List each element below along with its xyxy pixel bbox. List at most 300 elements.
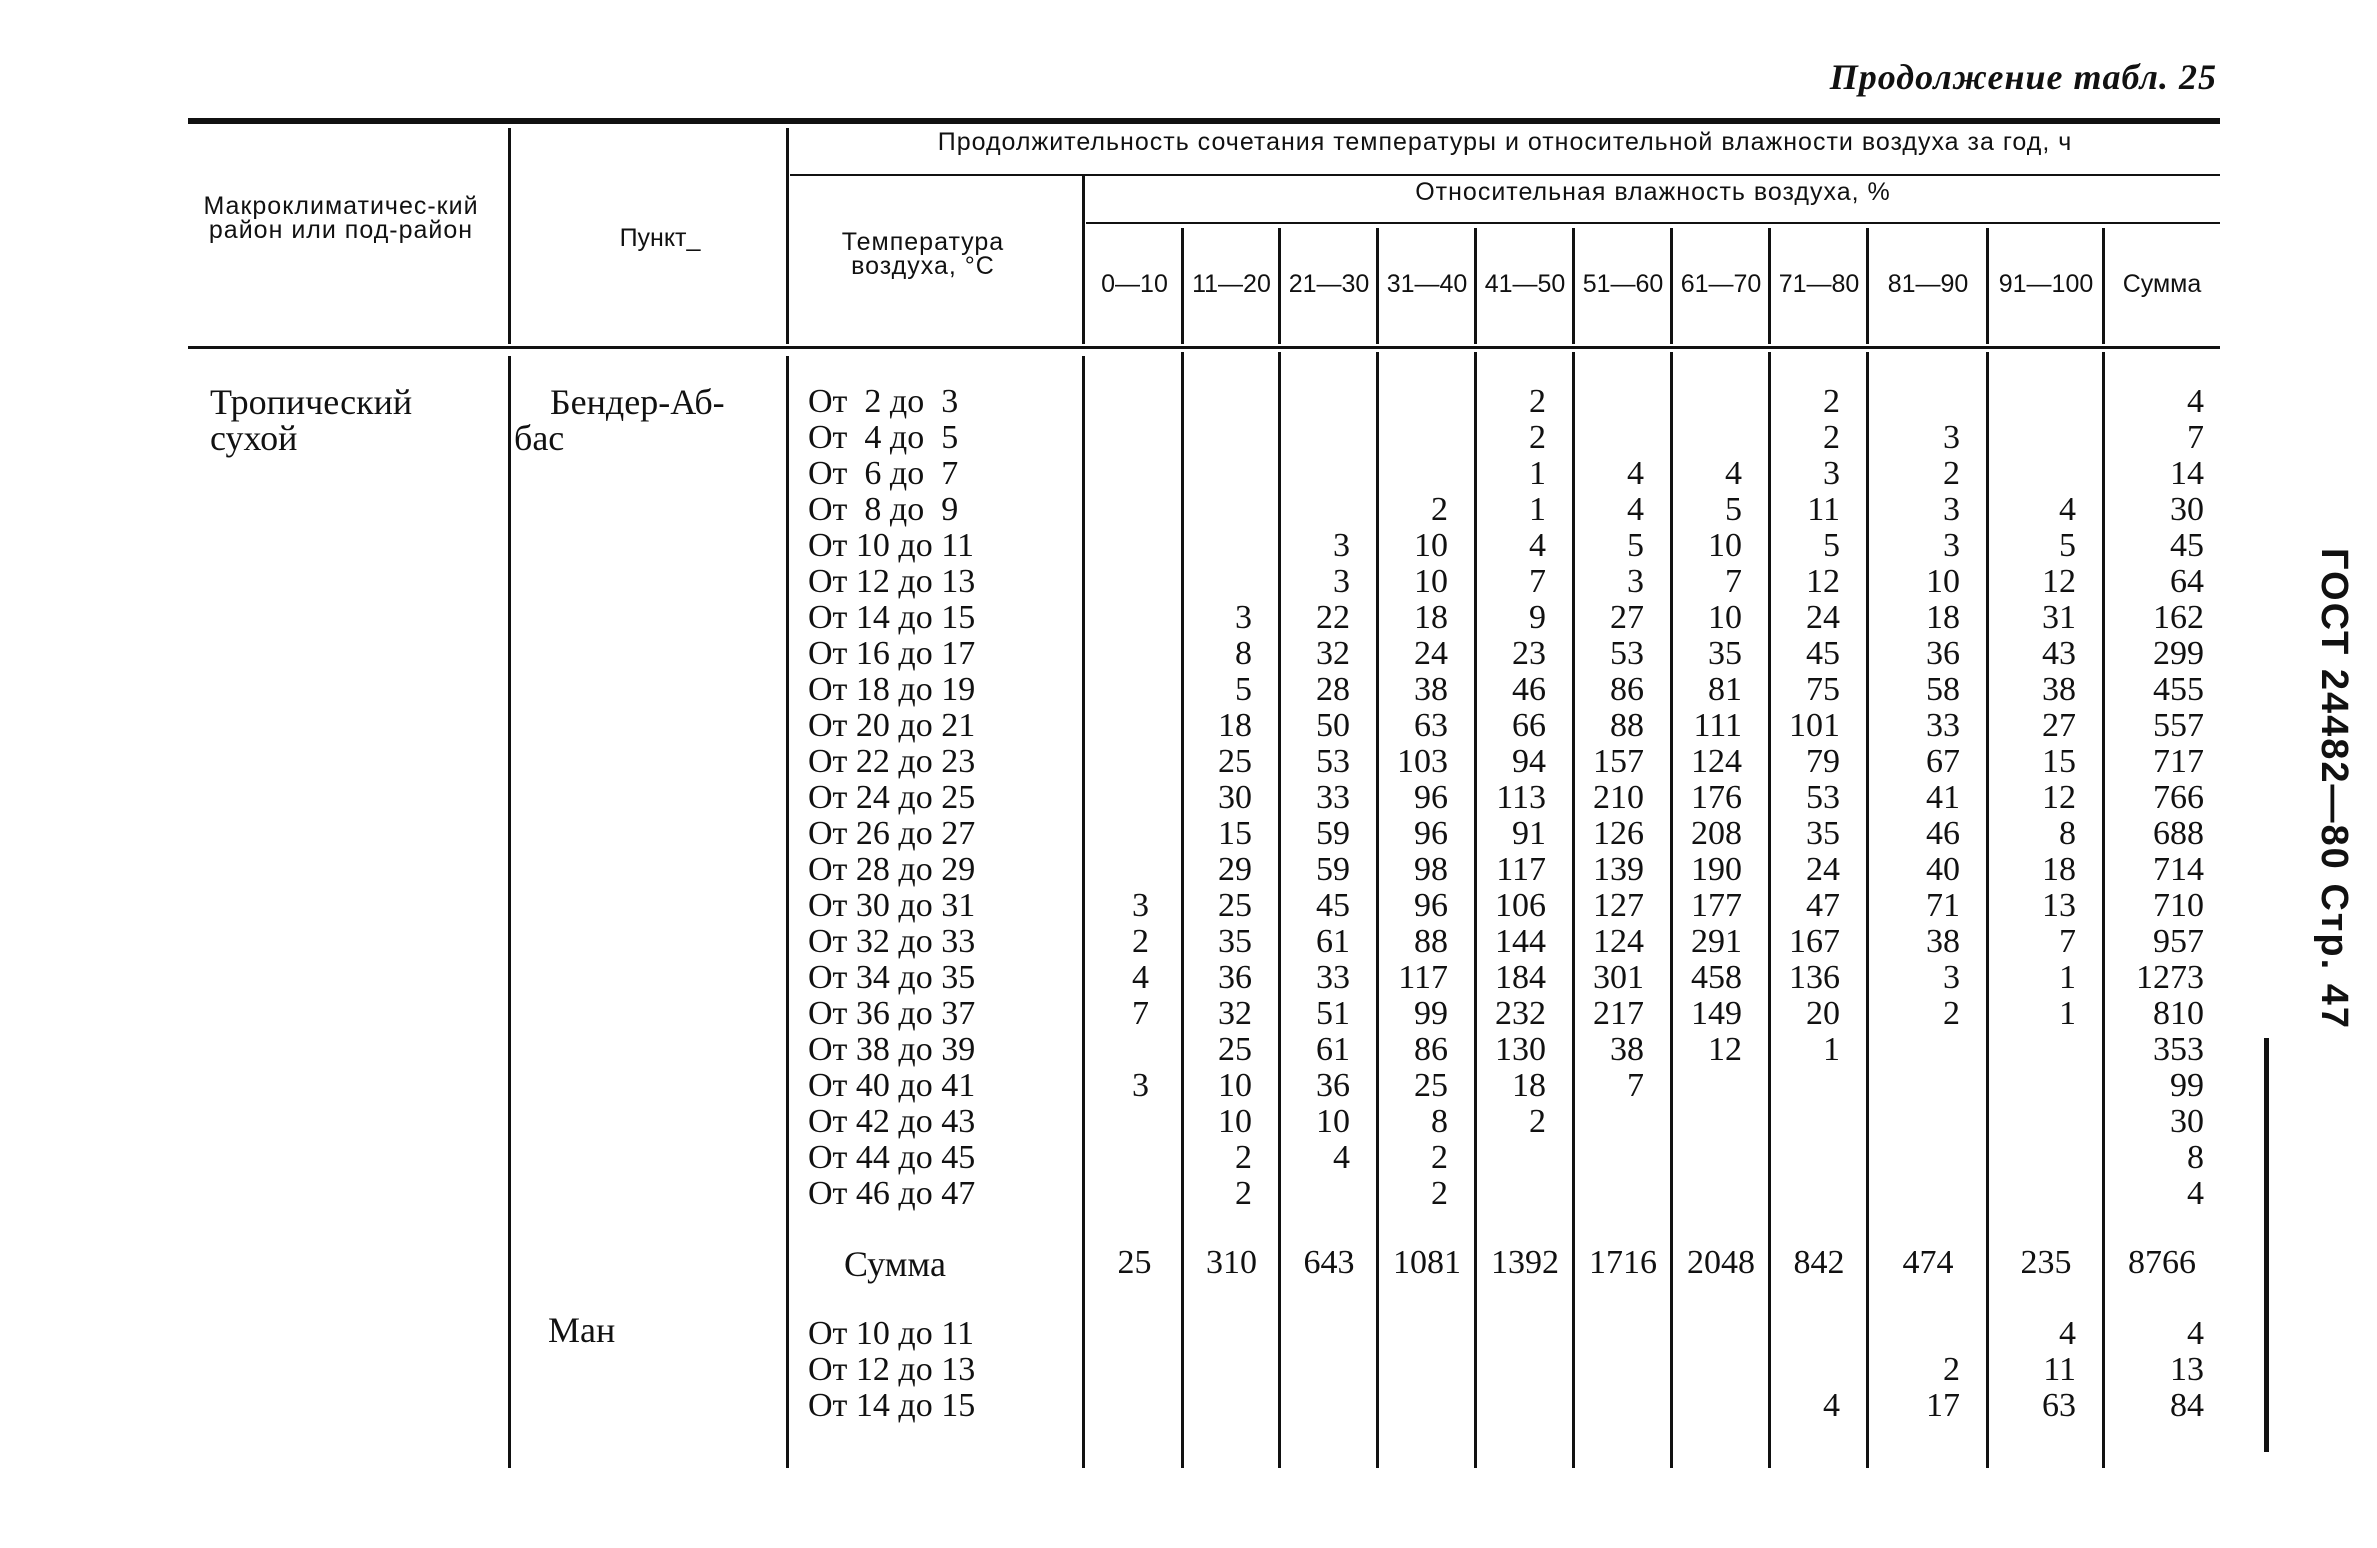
table-cell <box>1672 1176 1742 1212</box>
table-cell: 127 <box>1593 887 1644 924</box>
table-cell: 18 <box>1218 707 1252 744</box>
table-cell <box>1086 672 1149 708</box>
table-cell: 190 <box>1691 851 1742 888</box>
table-cell: 18 <box>1512 1067 1546 1104</box>
table-cell <box>1280 1352 1350 1388</box>
table-cell: 139 <box>1593 851 1644 888</box>
table-cell <box>1086 1104 1149 1140</box>
table-cell <box>1378 1352 1448 1388</box>
table-cell: 7 <box>2059 923 2076 960</box>
sum-cell: 474 <box>1902 1244 1954 1281</box>
table-cell: 688 <box>2153 815 2204 852</box>
table-cell: 714 <box>2153 851 2204 888</box>
table-cell <box>1988 1104 2076 1140</box>
table-cell: 12 <box>1708 1031 1742 1068</box>
table-cell: 18 <box>1926 599 1960 636</box>
table2-column <box>1672 1316 1742 1424</box>
table-cell <box>1988 1032 2076 1068</box>
table-cell <box>1672 1316 1742 1352</box>
table-cell <box>1988 384 2076 420</box>
table-cell: 5 <box>1235 671 1252 708</box>
table-cell: 38 <box>2042 671 2076 708</box>
table-cell: 75 <box>1806 671 1840 708</box>
table-cell: 10 <box>1414 527 1448 564</box>
header-duration: Продолжительность сочетания температуры и относительной влажности воздуха за год, ч <box>937 128 2073 156</box>
table2-column <box>1988 1316 2076 1424</box>
table-cell: 130 <box>1495 1031 1546 1068</box>
table-cell <box>1770 1068 1840 1104</box>
range-label: От 14 до 15 <box>808 1387 976 1424</box>
table-cell: 24 <box>1414 635 1448 672</box>
table-cell <box>1476 1316 1546 1352</box>
body-divider-temperature <box>1082 356 1085 1468</box>
table-cell: 8 <box>2187 1139 2204 1176</box>
header-temperature: Температура воздуха, °С <box>841 228 1005 280</box>
table2-column <box>1770 1316 1840 1424</box>
table-cell: 86 <box>1414 1031 1448 1068</box>
range-label: От 8 до 9 <box>808 491 959 528</box>
header-divider-point <box>786 128 789 344</box>
table-cell: 23 <box>1512 635 1546 672</box>
table-cell: 455 <box>2153 671 2204 708</box>
region-line-1: Тропический <box>210 382 413 422</box>
table-cell <box>1672 1388 1742 1424</box>
temperature-ranges-2 <box>808 1316 975 1424</box>
table-cell <box>1183 456 1252 492</box>
table-cell: 2 <box>1529 1103 1546 1140</box>
column-header: 31—40 <box>1386 270 1468 298</box>
sum-cell: 235 <box>2020 1244 2072 1281</box>
table-cell: 61 <box>1316 1031 1350 1068</box>
table-cell: 117 <box>1398 959 1448 996</box>
table-cell <box>1280 1316 1350 1352</box>
table-cell: 157 <box>1593 743 1644 780</box>
header-bottom-rule <box>188 346 2220 349</box>
column-header: 21—30 <box>1288 270 1370 298</box>
table-cell: 217 <box>1593 995 1644 1032</box>
sum-cell: 842 <box>1793 1244 1845 1281</box>
table-cell: 79 <box>1806 743 1840 780</box>
table-cell: 3 <box>1943 527 1960 564</box>
table-cell: 184 <box>1495 959 1546 996</box>
header-rule-duration <box>790 174 2220 176</box>
table2-column <box>1476 1316 1546 1424</box>
range-label: От 40 до 41 <box>808 1067 976 1104</box>
table-cell: 36 <box>1926 635 1960 672</box>
table-cell: 557 <box>2153 707 2204 744</box>
table-cell: 2 <box>1235 1139 1252 1176</box>
table-cell: 8 <box>1235 635 1252 672</box>
table-cell: 124 <box>1691 743 1742 780</box>
table-cell: 3 <box>1333 527 1350 564</box>
table-cell: 4 <box>1823 1387 1840 1424</box>
table-cell <box>1574 1352 1644 1388</box>
table-cell: 38 <box>1926 923 1960 960</box>
table-cell <box>1988 456 2076 492</box>
table-cell: 20 <box>1806 995 1840 1032</box>
table-cell <box>1574 1176 1644 1212</box>
table-cell: 1 <box>2059 995 2076 1032</box>
table2-column <box>2104 1316 2204 1424</box>
table-cell: 22 <box>1316 599 1350 636</box>
table-cell: 59 <box>1316 815 1350 852</box>
table-cell: 9 <box>1529 599 1546 636</box>
table-cell: 12 <box>1806 563 1840 600</box>
table-cell: 27 <box>1610 599 1644 636</box>
table-cell: 18 <box>1414 599 1448 636</box>
table-cell: 32 <box>1316 635 1350 672</box>
table2-column <box>1378 1316 1448 1424</box>
table-cell: 28 <box>1316 671 1350 708</box>
table-cell <box>1868 1176 1960 1212</box>
table-cell <box>1868 1140 1960 1176</box>
column-header: 41—50 <box>1484 270 1566 298</box>
table-cell: 43 <box>2042 635 2076 672</box>
table-cell: 63 <box>2042 1387 2076 1424</box>
table-cell <box>1574 1140 1644 1176</box>
table-cell <box>1574 1104 1644 1140</box>
table-cell: 167 <box>1789 923 1840 960</box>
table-cell: 13 <box>2170 1351 2204 1388</box>
table-cell: 3 <box>1235 599 1252 636</box>
table-cell: 88 <box>1414 923 1448 960</box>
column-header-divider <box>1278 228 1281 344</box>
table-cell <box>1988 1176 2076 1212</box>
table-cell <box>1183 420 1252 456</box>
table-cell: 35 <box>1218 923 1252 960</box>
table-cell: 96 <box>1414 779 1448 816</box>
table-cell: 2 <box>1943 1351 1960 1388</box>
table-cell <box>1183 492 1252 528</box>
table-cell: 2 <box>1132 923 1149 960</box>
temperature-ranges-1 <box>808 384 975 1212</box>
table-cell: 162 <box>2153 599 2204 636</box>
table-cell: 53 <box>1610 635 1644 672</box>
table-cell: 50 <box>1316 707 1350 744</box>
table-cell: 30 <box>2170 1103 2204 1140</box>
range-label: От 32 до 33 <box>808 923 976 960</box>
table-cell: 5 <box>1627 527 1644 564</box>
range-label: От 30 до 31 <box>808 887 976 924</box>
table-cell: 58 <box>1926 671 1960 708</box>
table-cell <box>1086 852 1149 888</box>
table-cell: 2 <box>1823 383 1840 420</box>
table-cell <box>1280 492 1350 528</box>
table-cell: 36 <box>1316 1067 1350 1104</box>
table-cell: 10 <box>1218 1103 1252 1140</box>
table-cell: 4 <box>1333 1139 1350 1176</box>
sum-cell: 2048 <box>1687 1244 1755 1281</box>
table-cell <box>1672 1140 1742 1176</box>
table-cell <box>1770 1140 1840 1176</box>
header-divider-temperature <box>1082 176 1085 344</box>
header-humidity: Относительная влажность воздуха, % <box>1415 178 1891 206</box>
table-cell: 810 <box>2153 995 2204 1032</box>
table-cell: 10 <box>1708 599 1742 636</box>
sum-cell: 643 <box>1303 1244 1355 1281</box>
range-label: От 28 до 29 <box>808 851 976 888</box>
sum-cell: 1392 <box>1491 1244 1559 1281</box>
table-cell: 18 <box>2042 851 2076 888</box>
range-label: От 14 до 15 <box>808 599 976 636</box>
table-cell <box>1868 1032 1960 1068</box>
table2-column <box>1280 1316 1350 1424</box>
table-cell: 3 <box>1943 419 1960 456</box>
table-cell: 12 <box>2042 563 2076 600</box>
table-cell <box>1868 384 1960 420</box>
table-cell: 27 <box>2042 707 2076 744</box>
table2-column <box>1086 1316 1149 1424</box>
table-cell <box>1086 420 1149 456</box>
table-cell <box>1280 456 1350 492</box>
table-cell: 7 <box>1627 1067 1644 1104</box>
table-cell <box>1378 1388 1448 1424</box>
table-cell <box>1868 1104 1960 1140</box>
table-cell: 33 <box>1926 707 1960 744</box>
table-cell: 51 <box>1316 995 1350 1032</box>
table1-column <box>1868 384 1960 1212</box>
table-cell <box>1770 1352 1840 1388</box>
table-cell: 126 <box>1593 815 1644 852</box>
table-cell <box>1868 1316 1960 1352</box>
table-cell <box>1672 384 1742 420</box>
range-label: От 2 до 3 <box>808 383 959 420</box>
table-cell: 10 <box>1414 563 1448 600</box>
point1-line-2: бас <box>514 418 565 458</box>
table-cell: 4 <box>2059 1315 2076 1352</box>
table-cell: 61 <box>1316 923 1350 960</box>
table-cell: 149 <box>1691 995 1742 1032</box>
table-cell <box>1183 1352 1252 1388</box>
range-label: От 16 до 17 <box>808 635 976 672</box>
table-cell: 103 <box>1397 743 1448 780</box>
point1-line-1: Бендер-Аб- <box>550 382 725 422</box>
range-label: От 24 до 25 <box>808 779 976 816</box>
table-cell: 38 <box>1610 1031 1644 1068</box>
table-cell: 63 <box>1414 707 1448 744</box>
sum-cell: 8766 <box>2128 1244 2196 1281</box>
point-name-2: Ман <box>548 1310 616 1350</box>
table-cell: 4 <box>1725 455 1742 492</box>
table-cell <box>1086 1316 1149 1352</box>
range-label: От 22 до 23 <box>808 743 976 780</box>
table-cell: 101 <box>1789 707 1840 744</box>
table1-column <box>1086 384 1149 1212</box>
table-cell <box>1378 456 1448 492</box>
table-cell: 2 <box>1431 1139 1448 1176</box>
table-cell: 7 <box>1132 995 1149 1032</box>
body-divider-region <box>508 356 511 1468</box>
range-label: От 26 до 27 <box>808 815 976 852</box>
table-cell: 957 <box>2153 923 2204 960</box>
table-cell: 86 <box>1610 671 1644 708</box>
range-label: От 18 до 19 <box>808 671 976 708</box>
column-header-divider <box>1181 228 1184 344</box>
table-cell: 25 <box>1414 1067 1448 1104</box>
column-header: 51—60 <box>1582 270 1664 298</box>
header-region: Макроклиматичес-кий район или под-район <box>203 192 479 244</box>
table-cell: 64 <box>2170 563 2204 600</box>
table-cell: 32 <box>1218 995 1252 1032</box>
table-cell: 4 <box>2187 1315 2204 1352</box>
body-divider-point <box>786 356 789 1468</box>
table-cell <box>1988 1068 2076 1104</box>
table-cell: 3 <box>1132 1067 1149 1104</box>
table-cell: 766 <box>2153 779 2204 816</box>
point-name-1 <box>514 384 725 456</box>
sum-cell: 1716 <box>1589 1244 1657 1281</box>
table-cell <box>1672 1352 1742 1388</box>
table-cell: 33 <box>1316 779 1350 816</box>
region-line-2: сухой <box>210 418 298 458</box>
region-name <box>210 384 412 456</box>
range-label: От 12 до 13 <box>808 1351 976 1388</box>
table-cell: 177 <box>1691 887 1742 924</box>
table-cell <box>1086 636 1149 672</box>
table-cell: 99 <box>1414 995 1448 1032</box>
table-cell <box>1183 528 1252 564</box>
table-cell: 111 <box>1693 707 1742 744</box>
table-cell <box>1086 384 1149 420</box>
table-cell: 5 <box>2059 527 2076 564</box>
table2-column <box>1574 1316 1644 1424</box>
table-cell: 1273 <box>2136 959 2204 996</box>
column-header-divider <box>1670 228 1673 344</box>
table-cell: 7 <box>1725 563 1742 600</box>
table-cell: 67 <box>1926 743 1960 780</box>
table-cell: 31 <box>2042 599 2076 636</box>
table-cell: 40 <box>1926 851 1960 888</box>
table-cell: 3 <box>1823 455 1840 492</box>
table-cell: 11 <box>1807 491 1840 528</box>
table-cell: 53 <box>1316 743 1350 780</box>
table-cell: 5 <box>1725 491 1742 528</box>
table-cell <box>1086 744 1149 780</box>
column-header-divider <box>1376 228 1379 344</box>
table-cell: 15 <box>1218 815 1252 852</box>
range-label: От 46 до 47 <box>808 1175 976 1212</box>
table-cell: 2 <box>1529 383 1546 420</box>
column-header: Сумма <box>2122 270 2202 298</box>
table-cell <box>1476 1352 1546 1388</box>
table-cell: 45 <box>1806 635 1840 672</box>
table-cell <box>1280 1176 1350 1212</box>
table-cell: 96 <box>1414 887 1448 924</box>
table-cell: 2 <box>1235 1175 1252 1212</box>
table-cell <box>1280 420 1350 456</box>
table-cell: 7 <box>2187 419 2204 456</box>
table-cell: 10 <box>1218 1067 1252 1104</box>
column-header: 0—10 <box>1101 270 1168 298</box>
table-cell: 2 <box>1943 995 1960 1032</box>
column-header-divider <box>1866 228 1869 344</box>
table1-column <box>1378 384 1448 1212</box>
table-cell: 15 <box>2042 743 2076 780</box>
table2-column <box>1868 1316 1960 1424</box>
table-cell <box>1086 1176 1149 1212</box>
table-cell: 458 <box>1691 959 1742 996</box>
table-cell <box>1574 1388 1644 1424</box>
table-cell: 45 <box>2170 527 2204 564</box>
table-cell: 59 <box>1316 851 1350 888</box>
range-label: От 34 до 35 <box>808 959 976 996</box>
table-cell: 88 <box>1610 707 1644 744</box>
table-cell <box>1378 420 1448 456</box>
table-cell: 66 <box>1512 707 1546 744</box>
table-cell: 29 <box>1218 851 1252 888</box>
table-cell: 2 <box>1431 1175 1448 1212</box>
table-cell: 717 <box>2153 743 2204 780</box>
top-rule <box>188 118 2220 124</box>
table-cell <box>1672 420 1742 456</box>
table-cell <box>1086 1140 1149 1176</box>
column-header-divider <box>1474 228 1477 344</box>
table-cell <box>1476 1140 1546 1176</box>
table-cell: 8 <box>2059 815 2076 852</box>
table-cell: 24 <box>1806 851 1840 888</box>
table-cell <box>1183 384 1252 420</box>
column-header: 61—70 <box>1680 270 1762 298</box>
table-cell: 81 <box>1708 671 1742 708</box>
table-cell: 12 <box>2042 779 2076 816</box>
table-cell: 4 <box>1627 491 1644 528</box>
table-cell <box>1183 564 1252 600</box>
table-cell <box>1183 1388 1252 1424</box>
table-cell: 25 <box>1218 887 1252 924</box>
range-label: От 44 до 45 <box>808 1139 976 1176</box>
table-cell: 4 <box>1132 959 1149 996</box>
table-cell: 208 <box>1691 815 1742 852</box>
table2-column <box>1183 1316 1252 1424</box>
table-cell: 24 <box>1806 599 1840 636</box>
table-cell <box>1086 816 1149 852</box>
table-cell <box>1086 600 1149 636</box>
table-cell <box>1280 1388 1350 1424</box>
table-cell: 124 <box>1593 923 1644 960</box>
table-cell: 2 <box>1943 455 1960 492</box>
table-cell <box>1868 1068 1960 1104</box>
column-header-divider <box>2102 228 2105 344</box>
table-cell: 299 <box>2153 635 2204 672</box>
table-cell <box>1086 1352 1149 1388</box>
table-cell: 176 <box>1691 779 1742 816</box>
table-cell: 46 <box>1512 671 1546 708</box>
column-header-divider <box>1572 228 1575 344</box>
table1-column <box>1988 384 2076 1212</box>
table-cell <box>1574 384 1644 420</box>
table-cell <box>1770 1176 1840 1212</box>
table-cell: 3 <box>1943 959 1960 996</box>
table-cell <box>1086 564 1149 600</box>
table-cell: 8 <box>1431 1103 1448 1140</box>
header-divider-region <box>508 128 511 344</box>
table-cell <box>1280 384 1350 420</box>
table-cell <box>1574 1316 1644 1352</box>
table-cell: 4 <box>1627 455 1644 492</box>
table-cell: 710 <box>2153 887 2204 924</box>
table-cell: 11 <box>2043 1351 2076 1388</box>
table-cell: 38 <box>1414 671 1448 708</box>
table-cell: 84 <box>2170 1387 2204 1424</box>
table-cell: 53 <box>1806 779 1840 816</box>
column-header: 91—100 <box>1998 270 2094 298</box>
table1-column <box>1280 384 1350 1212</box>
table-cell: 2 <box>1529 419 1546 456</box>
table-cell: 96 <box>1414 815 1448 852</box>
table-cell: 94 <box>1512 743 1546 780</box>
column-header: 11—20 <box>1192 270 1271 298</box>
table-cell: 7 <box>1529 563 1546 600</box>
